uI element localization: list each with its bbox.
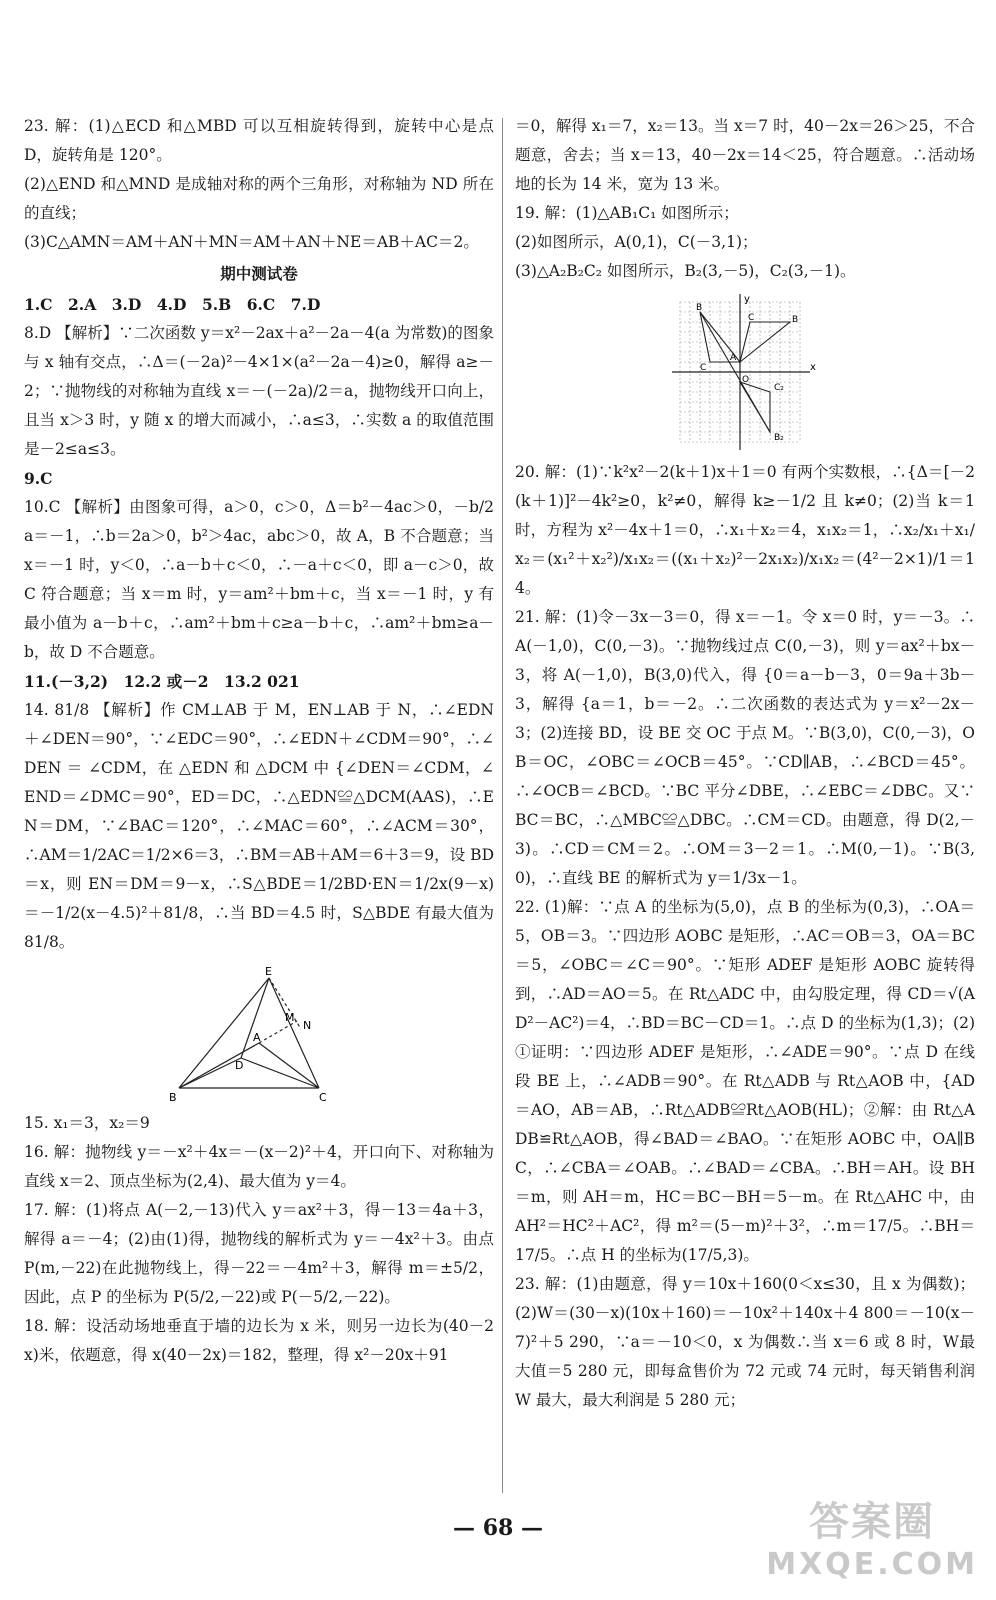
label-c: C (748, 313, 755, 323)
segment-bd (179, 1058, 244, 1088)
q19-part3: (3)△A₂B₂C₂ 如图所示，B₂(3,－5)，C₂(3,－1)。 (515, 262, 856, 280)
watermark-logo (766, 1490, 978, 1582)
label-a: A (730, 353, 737, 363)
answer-23: 23. 解：(1)由题意，得 y＝10x＋160(0＜x≤30，且 x 为偶数)；(2)W＝(30－x)(10x＋160)＝－10x²＋140x＋4 800＝－10(x－7)²＋5 290，∵a＝－10＜0，x 为偶数∴当 x＝6 或 8 时，W最大值＝5 280 元，即每盒售价为 72 元或 74 元时，每天销售利润 W 最大，最大利润是 5 280 元； (515, 1275, 975, 1409)
left-column (24, 112, 494, 1370)
label-b: B (792, 315, 799, 325)
watermark-url: MXQE.COM (766, 1547, 978, 1582)
triangle-abc (740, 322, 790, 362)
answer-20: 20. 解：(1)∵k²x²－2(k＋1)x＋1＝0 有两个实数根，∴{Δ＝[－2(k＋1)]²－4k²≥0，k²≠0，解得 k≥－1/2 且 k≠0；(2)当 k＝1 时，方程为 x²－4x＋1＝0，∴x₁＋x₂＝4，x₁x₂＝1，∴x₂/x₁＋x₁/x₂＝(x₁²＋x₂²)/x₁x₂＝((x₁＋x₂)²－2x₁x₂)/x₁x₂＝(4²－2×1)/1＝14。 (515, 463, 975, 597)
q19-part2: (2)如图所示，A(0,1)，C(－3,1)； (515, 233, 758, 251)
segment-ac (259, 1043, 319, 1088)
label-a: A (253, 1031, 261, 1044)
answers-1-7: 1.C 2.A 3.D 4.D 5.B 6.C 7.D (24, 295, 321, 314)
label-c: C (319, 1091, 327, 1103)
q23-part2: (2)△END 和△MND 是成轴对称的两个三角形，对称轴为 ND 所在的直线； (24, 175, 494, 222)
segment-ed (241, 978, 269, 1058)
label-b1: B (696, 303, 703, 313)
label-b2: B₂ (774, 433, 784, 443)
section-title: 期中测试卷 (220, 264, 298, 283)
right-column (515, 112, 975, 1415)
label-x: x (810, 362, 816, 373)
label-d: D (235, 1059, 244, 1072)
label-e: E (265, 965, 272, 978)
answer-16: 16. 解：抛物线 y＝－x²＋4x＝－(x－2)²＋4，开口向下、对称轴为直线 x＝2、顶点坐标为(2,4)、最大值为 y＝4。 (24, 1143, 494, 1190)
q23-part1: 23. 解：(1)△ECD 和△MBD 可以互相旋转得到，旋转中心是点 D，旋转角是 120°。 (24, 117, 494, 164)
answer-15: 15. x₁＝3，x₂＝9 (24, 1114, 150, 1132)
label-m: M (285, 1011, 295, 1024)
label-y: y (744, 294, 750, 305)
label-c2: C₂ (774, 383, 784, 393)
q19-part1: 19. 解：(1)△AB₁C₁ 如图所示； (515, 204, 739, 222)
answer-14: 14. 81/8 【解析】作 CM⊥AB 于 M，EN⊥AB 于 N，∴∠EDN＋∠DEN＝90°，∵∠EDC＝90°，∴∠EDN＋∠CDM＝90°，∴∠DEN ＝ ∠CDM，在 △EDN 和 △DCM 中 {∠DEN＝∠CDM，∠END＝∠DMC＝90°，ED＝DC，∴△EDN≌△DCM(AAS)，∴EN＝DM，∵∠BAC＝120°，∴∠MAC＝60°，∴∠ACM＝30°，∴AM＝1/2AC＝1/2×6＝3，∴BM＝AB＋AM＝6＋3＝9，设 BD＝x，则 EN＝DM＝9－x，∴S△BDE＝1/2BD·EN＝1/2x(9－x)＝－1/2(x－4.5)²＋81/8，∴当 BD＝4.5 时，S△BDE 有最大值为 81/8。 (24, 701, 494, 951)
segment-am-dashed (259, 1021, 297, 1043)
label-o: O (742, 375, 750, 385)
page-number: — 68 — (453, 1515, 543, 1541)
answer-17: 17. 解：(1)将点 A(－2,－13)代入 y＝ax²＋3，得－13＝4a＋3，解得 a＝－4；(2)由(1)得，抛物线的解析式为 y＝－4x²＋3。由点 P(m,－22)在此抛物线上，得－22＝－4m²＋3，解得 m＝±5/2，因此，点 P 的坐标为 P(5/2,－22)或 P(－5/2,－22)。 (24, 1201, 494, 1306)
label-b: B (169, 1091, 177, 1103)
triangle-figure (169, 963, 349, 1103)
coordinate-grid-figure (670, 292, 820, 452)
answer-8: 8.D 【解析】∵二次函数 y＝x²－2ax＋a²－2a－4(a 为常数)的图象与 x 轴有交点，∴Δ＝(－2a)²－4×1×(a²－2a－4)≥0，解得 a≥－2；∵抛物线的对称轴为直线 x＝－(－2a)/2＝a，抛物线开口向上，且当 x＞3 时，y 随 x 的增大而减小，∴a≤3，∴实数 a 的取值范围是－2≤a≤3。 (24, 324, 494, 458)
answer-18-continued: ＝0，解得 x₁＝7，x₂＝13。当 x＝7 时，40－2x＝26＞25，不合题意，舍去；当 x＝13，40－2x＝14＜25，符合题意。∴活动场地的长为 14 米，宽为 13 米。 (515, 117, 975, 193)
answer-10: 10.C 【解析】由图象可得，a＞0，c＞0，Δ＝b²－4ac＞0，－b/2a＝－1，∴b＝2a＞0，b²＞4ac，abc＞0，故 A，B 不合题意；当 x＝－1 时，y＜0，∴a－b＋c＜0，∴－a＋c＜0，即 a－c＞0，故 C 符合题意；当 x＝m 时，y＝am²＋bm＋c，当 x＝－1 时，y 有最小值为 a－b＋c，∴am²＋bm＋c≥a－b＋c，∴am²＋bm≥a－b，故 D 不合题意。 (24, 498, 494, 661)
segment-ba (179, 1043, 259, 1088)
column-divider (502, 118, 503, 1493)
answer-21: 21. 解：(1)令－3x－3＝0，得 x＝－1。令 x＝0 时，y＝－3。∴A(－1,0)，C(0,－3)。∵抛物线过点 C(0,－3)，则 y＝ax²＋bx－3，将 A(－1,0)，B(3,0)代入，得 {0＝a－b－3，0＝9a＋3b－3，解得 {a＝1，b＝－2。∴二次函数的表达式为 y＝x²－2x－3；(2)连接 BD，设 BE 交 OC 于点 M。∵B(3,0)，C(0,－3)，OB＝OC，∠OBC＝∠OCB＝45°。∵CD∥AB，∴∠BCD＝45°。∴∠OCB＝∠BCD。∵BC 平分∠DBE，∴∠EBC＝∠DBC。又∵BC＝BC，∴△MBC≌△DBC。∴CM＝CD。由题意，得 D(2,－3)。∴CD＝CM＝2。∴OM＝3－2＝1。∴M(0,－1)。∵B(3,0)，∴直线 BE 的解析式为 y＝1/3x－1。 (515, 608, 975, 887)
answers-11-13: 11.(－3,2) 12.2 或－2 13.2 021 (24, 672, 300, 691)
answer-22: 22. (1)解：∵点 A 的坐标为(5,0)，点 B 的坐标为(0,3)，∴OA＝5，OB＝3。∵四边形 AOBC 是矩形，∴AC＝OB＝3，OA＝BC＝5，∠OBC＝∠C＝90°。∵矩形 ADEF 是矩形 AOBC 旋转得到，∴AD＝AO＝5。在 Rt△ADC 中，由勾股定理，得 CD＝√(AD²－AC²)＝4，∴BD＝BC－CD＝1。∴点 D 的坐标为(1,3)；(2)①证明：∵四边形 ADEF 是矩形，∴∠ADE＝90°。∵点 D 在线段 BE 上，∴∠ADB＝90°。在 Rt△ADB 与 Rt△AOB 中，{AD＝AO，AB＝AB，∴Rt△ADB≌Rt△AOB(HL)；②解：由 Rt△ADB≌Rt△AOB，得∠BAD＝∠BAO。∵在矩形 AOBC 中，OA∥BC，∴∠CBA＝∠OAB。∴∠BAD＝∠CBA。∴BH＝AH。设 BH＝m，则 AH＝m，HC＝BC－BH＝5－m。在 Rt△AHC 中，由 AH²＝HC²＋AC²，得 m²＝(5－m)²＋3²，∴m＝17/5。∴BH＝17/5。∴点 H 的坐标为(17/5,3)。 (515, 898, 975, 1264)
label-c1: C (700, 363, 707, 373)
label-n: N (303, 1019, 312, 1032)
answer-9: 9.C (24, 469, 53, 488)
q23-part3: (3)C△AMN＝AM＋AN＋MN＝AM＋AN＋NE＝AB＋AC＝2。 (24, 233, 479, 251)
watermark-text: 答案圈 (809, 1499, 936, 1545)
answer-18: 18. 解：设活动场地垂直于墙的边长为 x 米，则另一边长为(40－2x)米，依题意，得 x(40－2x)＝182，整理，得 x²－20x＋91 (24, 1317, 494, 1364)
